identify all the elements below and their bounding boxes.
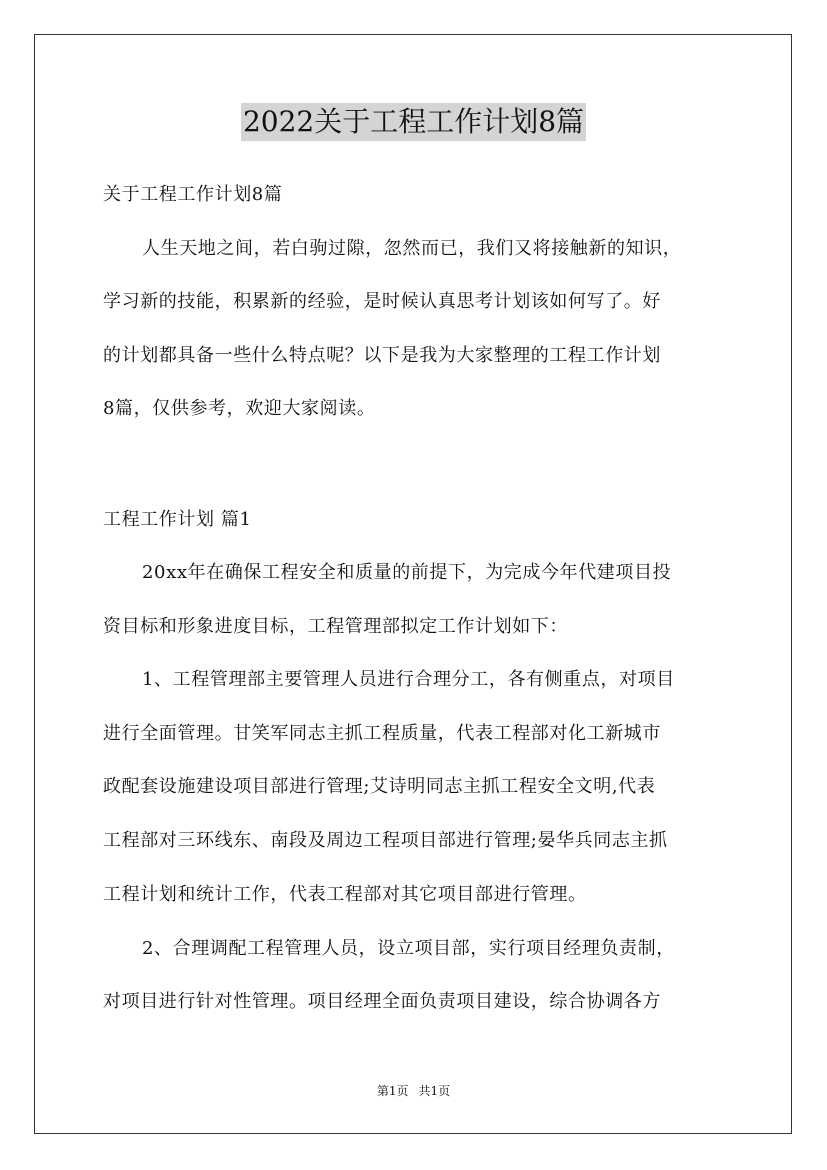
- body-line-6: 工程部对三环线东、南段及周边工程项目部进行管理;晏华兵同志主抓: [103, 830, 668, 851]
- page-footer: [0, 1083, 827, 1099]
- body-line-4: 进行全面管理。甘笑军同志主抓工程质量，代表工程部对化工新城市: [103, 723, 661, 744]
- title-wrap: [0, 103, 827, 141]
- document-subtitle: 关于工程工作计划8篇: [103, 184, 283, 205]
- body-line-9: 对项目进行针对性管理。项目经理全面负责项目建设，综合协调各方: [103, 991, 661, 1012]
- body-line-3: 1、工程管理部主要管理人员进行合理分工，各有侧重点，对项目: [142, 669, 675, 690]
- document-title: 2022关于工程工作计划8篇: [241, 103, 586, 141]
- section-heading: 工程工作计划 篇1: [103, 509, 252, 530]
- intro-line-1: 人生天地之间，若白驹过隙，忽然而已，我们又将接触新的知识，: [142, 238, 682, 259]
- intro-line-4: 8篇，仅供参考，欢迎大家阅读。: [103, 398, 376, 419]
- page-number: 第1页: [376, 1084, 409, 1098]
- intro-line-3: 的计划都具备一些什么特点呢？以下是我为大家整理的工程工作计划: [103, 345, 661, 366]
- body-line-5: 政配套设施建设项目部进行管理;艾诗明同志主抓工程安全文明,代表: [103, 776, 656, 797]
- page-total: 共1页: [418, 1084, 451, 1098]
- body-line-2: 资目标和形象进度目标，工程管理部拟定工作计划如下：: [103, 616, 568, 637]
- body-line-7: 工程计划和统计工作，代表工程部对其它项目部进行管理。: [103, 884, 587, 905]
- intro-line-2: 学习新的技能，积累新的经验，是时候认真思考计划该如何写了。好: [103, 291, 661, 312]
- body-line-1: 20xx年在确保工程安全和质量的前提下，为完成今年代建项目投: [142, 562, 672, 583]
- body-line-8: 2、合理调配工程管理人员，设立项目部，实行项目经理负责制，: [142, 938, 675, 959]
